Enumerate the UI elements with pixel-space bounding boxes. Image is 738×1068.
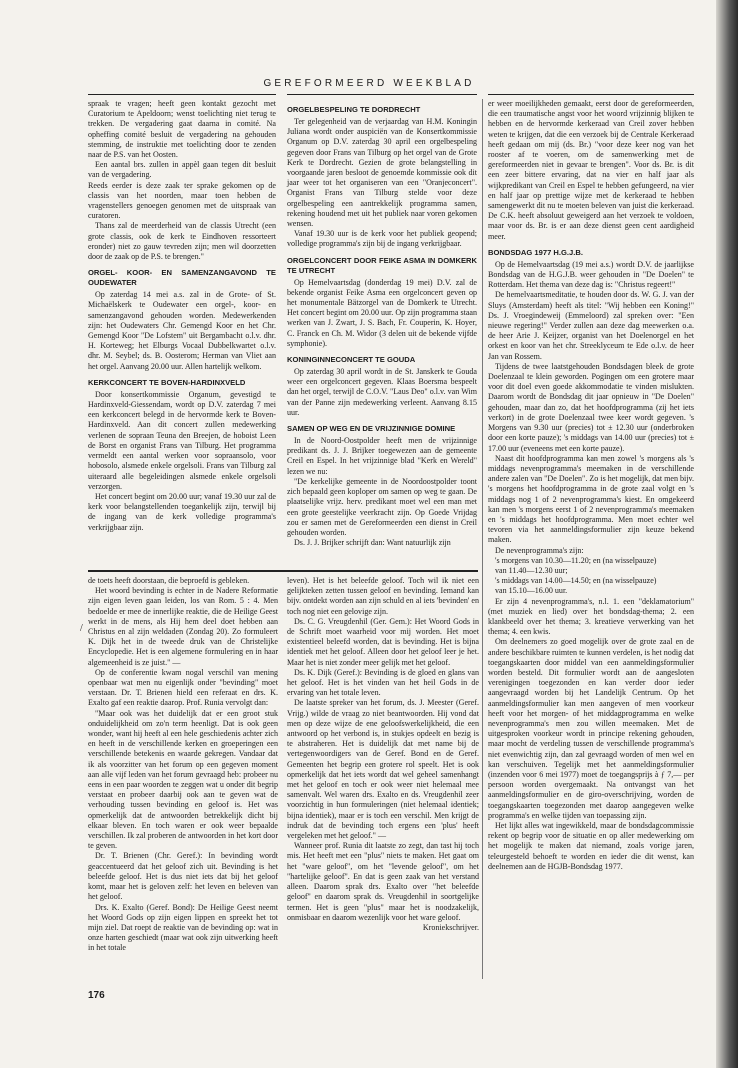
paragraph: Drs. K. Exalto (Geref. Bond): De Heilige Geest neemt het Woord Gods op zijn eigen lippen en spreekt het tot mijn ziel. Dat roept de reaktie van de bevinding op: wat in onze harten geschiedt (maar wat ook zijn uitwerking heeft in het totale	[88, 902, 278, 953]
header-rule-right	[488, 94, 694, 95]
column-1-bottom	[88, 576, 278, 954]
paragraph: spraak te vragen; heeft geen kontakt gezocht met Curatorium te Apeldoorn; wenst toelichting niet terug te trekken. De vergadering gaat daarna in comité. Na opheffing comité besluit de vergadering na gehouden stemming, de instruktie met toelichting door te zenden naar de P.S. van het Oosten.	[88, 99, 276, 160]
page-header: GEREFORMEERD WEEKBLAD	[263, 78, 475, 89]
schedule-line: van 11.40—12.30 uur;	[495, 565, 568, 575]
paragraph: Dr. T. Brienen (Chr. Geref.): In bevinding wordt geaccentueerd dat het geloof zich uit. Bevinding is het beleefde geloof. Het is dus niet iets dat bij het geloof komt, maar het is geloven zelf: het leven en beleven van het geloof.	[88, 851, 278, 902]
section-divider	[88, 570, 478, 572]
margin-mark: /	[80, 623, 83, 634]
paragraph: Op zaterdag 14 mei a.s. zal in de Grote- of St. Michaëlskerk te Oudewater een orgel-, koor- en samenzangavond gehouden worden. Medewerkenden zijn: het Oudewaters Chr. Gemengd Koor en het Chr. Gemengd Koor "De Lofstem" uit Bergambacht o.l.v. dhr. H. Korteweg; het Elburgs Vocaal Dubbelkwartet o.l.v. dhr. M. Seybel; ds. B. Oosterom; Herman van Vliet aan het orgel. Aanvang 20.00 uur. Allen hartelijk welkom.	[88, 290, 276, 371]
paragraph: Vanaf 19.30 uur is de kerk voor het publiek geopend; volledige programma's zijn bij de ingang verkrijgbaar.	[287, 229, 477, 249]
paragraph: Door konsertkommissie Organum, gevestigd te Hardinxveld-Giessendam, wordt op D.V. zaterdag 7 mei een kerkconcert belegd in de hervormde kerk te Boven-Hardinxveld. Aan dit concert zullen medewerking verlenen de sopraan Teuna den Breejen, de hoboist Leen de Borst en organist Frans van Tilburg. Het programma vermeldt een aantal werken voor sopraansolo, voor hobosolo, alsmede enkele orgelsoli. Frans van Tilburg zal uiteraard alle begeleidingen alsmede enkele orgelsoli verzorgen.	[88, 389, 276, 491]
paragraph: Ds. J. J. Brijker schrijft dan: Want natuurlijk zijn	[294, 538, 451, 548]
paragraph: De laatste spreker van het forum, ds. J. Meester (Geref. Vrijg.) wilde de vraag zo niet beantwoorden. Hij vond dat men op deze wijze de ene geloofswerkelijkheid, die een antwoord op het verbond is, in stukjes opdeelt en bezig is te abstraheren. Het is duidelijk dat met name bij de vertegenwoordigers van de Geref. Bond en de Geref. Gemeenten het begrip een grotere rol speelt. Het is ook opmerkelijk dat het iets wordt dat wel geheel samenhangt met het geloof en toch er ook weer niet helemaal mee samenvalt. Wel waren drs. Exalto en ds. Vreugdenhil zeer voorzichtig in hun formuleringen (niet helemaal identiek; bijna identiek), maar er is toch een verschil. Men krijgt de indruk dat de bevinding toch ergens een 'plus' heeft vergeleken met het geloof." —	[287, 698, 479, 841]
page-edge-shadow	[716, 0, 738, 1068]
paragraph: Het concert begint om 20.00 uur; vanaf 19.30 uur zal de kerk voor belangstellenden toegankelijk zijn, terwijl bij de ingang van de kerk volledige programma's verkrijgbaar zijn.	[88, 491, 276, 532]
paragraph: Ds. K. Dijk (Geref.): Bevinding is de gloed en glans van het geloof. Het is het vinden van het heil Gods in de ervaring van het totale leven.	[287, 667, 479, 698]
paragraph: "De kerkelijke gemeente in de Noordoostpolder toont zich bepaald geen koploper om samen op weg te gaan. De plaatselijke vrijz. herv. predikant moet wel een man met een grote geestelijke veerkracht zijn. Op Goede Vrijdag zou er samen met de Gereformeerden een dienst in Creil gehouden worden.	[287, 476, 477, 537]
article-heading: KERKCONCERT TE BOVEN-HARDINXVELD	[88, 377, 246, 387]
column-3	[488, 99, 694, 872]
paragraph: Ds. C. G. Vreugdenhil (Ger. Gem.): Het Woord Gods in de Schrift moet waarheid voor mij worden. Het moet existentieel beleefd worden, dat is bevinding. Het is bijna identiek met het geloof. Alleen door het geloof leer je het. Maar het is niet zonder meer gelijk met het geloof.	[287, 616, 479, 667]
paragraph: De hemelvaartsmeditatie, te houden door ds. W. G. J. van der Sluys (Amsterdam) heeft als titel: "Wij hebben een Koning!" Ds. J. Vroegindeweij (Emmeloord) zal spreken over: "Een nieuwe regering!" Verder zullen aan deze dag meewerken o.a. de heer Arie J. Keijzer, organist van het Doelenorgel en het orkest en koor van het chr. Streeklyceum te Ede o.l.v. de heer Jan van Rossem.	[488, 290, 694, 361]
paragraph: Het lijkt alles wat ingewikkeld, maar de bondsdagcommissie rekent op begrip voor de situatie en op aller medewerking om het mogelijk te maken dat niemand, zoals vorige jaren, teleurgesteld behoeft te worden en ieder die dit wenst, kan deelnemen aan de HGJB-Bondsdag 1977.	[488, 821, 694, 871]
paragraph: Op de Hemelvaartsdag (19 mei a.s.) wordt D.V. de jaarlijkse Bondsdag van de H.G.J.B. weer gehouden in "De Doelen" te Rotterdam. Het thema van deze dag is: "Christus regeert!"	[488, 259, 694, 290]
header-rule-mid	[287, 94, 477, 95]
column-separator	[482, 99, 483, 979]
column-2-top	[287, 99, 477, 548]
paragraph: "Maar ook was het duidelijk dat er een groot stuk onduidelijkheid om zo'n term heenligt. Dat is ook geen wonder, want hij heeft al een hele geschiedenis achter zich en heeft in de verschillende kerken en groeperingen een verschillende betekenis en waarde gekregen. Vandaar dat ik als voorzitter van het forum op een gegeven moment aan alle vijf leden van het forum gevraagd heb: probeer nu eens in een paar woorden te zeggen wat u onder dit begrip verstaat en probeer daarbij ook aan te geven wat de verhouding tussen bevinding en geloof is. Het was opmerkelijk dat de antwoorden betrekkelijk dicht bij elkaar bleven. En toch waren er ook weer bepaalde verschillen. Ik zal proberen de antwoorden in het kort door te geven.	[88, 708, 278, 851]
article-heading: KONINGINNECONCERT TE GOUDA	[287, 355, 416, 365]
column-2-bottom	[287, 576, 479, 933]
schedule-line: van 15.10—16.00 uur.	[495, 586, 568, 596]
paragraph: Reeds eerder is deze zaak ter sprake gekomen op de classis van het noorden, maar toen hebben de vragenstellers genoegen genomen met de uitspraak van curatoren.	[88, 180, 276, 221]
paragraph: Wanneer prof. Runia dit laatste zo zegt, dan tast hij toch mis. Het heeft met een "plus" niets te maken. Het gaat om het "ware geloof", om het "levende geloof", om het "hartelijke geloof". En dat is geen zaak van het verstand alleen. Daarom sprak drs. Exalto over "het beleefde geloof" en daarom sprak ds. Vreugdenhil in soortgelijke termen. Het is geen "plus" maar het is noodzakelijk, onmisbaar en daarom wezenlijk voor het ware geloof.	[287, 841, 479, 922]
paragraph: Een aantal brs. zullen in appèl gaan tegen dit besluit van de vergadering.	[88, 160, 276, 180]
signature: Kroniekschrijver.	[422, 922, 479, 932]
paragraph: Naast dit hoofdprogramma kan men zowel 's morgens als 's middags nevenprogramma's meemaken in de verschillende andere zalen van "De Doelen". Zo is het mogelijk, dat men bijv. 's morgens het hoofdprogramma in de grote zaal volgt en 's middags nog 1 of 2 nevenprogramma's kiest. En omgekeerd kan men 's morgens eerst 1 of 2 nevenprogramma's meemaken en 's middags het hoofdprogramma. Men moet echter wel tevoren via het aanmeldingsformulier zijn keuze bekend maken.	[488, 453, 694, 545]
column-1-top	[88, 99, 276, 533]
paragraph: Op de conferentie kwam nogal verschil van mening openbaar wat men nu eigenlijk onder "bevinding" moet verstaan. Dr. T. Brienen hield een referaat en drs. K. Exalto gaf een reaktie daarop. Prof. Runia vervolgt dan:	[88, 667, 278, 708]
paragraph: In de Noord-Oostpolder heeft men de vrijzinnige predikant ds. J. J. Brijker toegewezen aan de gemeente Creil en Espel. In het vrijzinnige blad "Kerk en Wereld" lezen we nu:	[287, 436, 477, 476]
article-heading: ORGEL- KOOR- EN SAMENZANGAVOND TE OUDEWATER	[88, 268, 276, 288]
paragraph: Om deelnemers zo goed mogelijk over de grote zaal en de andere beschikbare ruimten te kunnen verdelen, is het nodig dat toegangskaarten door middel van een aanmeldingsformulier worden besteld. Dit formulier wordt aan de aangesloten verenigingen toegezonden en kan verder door ieder aangevraagd worden bij het Landelijk Centrum. Op het aanmeldingsformulier kan men aangeven of men voorkeur heeft voor het morgen- of het middagprogramma en welke nevenprogramma's men zou willen meemaken. Met de uitgesproken voorkeur wordt in principe rekening gehouden, maar mocht de verdeling tussen de verschillende programma's niet evenwichtig zijn, dan zal gevraagd worden of men wel en kan verschuiven. Tegelijk met het aanmeldingsformulier (inzenden voor 6 mei 1977) moet de toegangsprijs à ƒ 7,— per persoon worden overgemaakt. Na ontvangst van het aanmeldingsformulier en de giro-overschrijving, worden de toegangskaarten toegezonden met daarop aangegeven welke programma's en welke tijden van toepassing zijn.	[488, 637, 694, 820]
header-rule-left	[88, 94, 276, 95]
article-heading: BONDSDAG 1977 H.G.J.B.	[488, 247, 583, 257]
paragraph: Het woord bevinding is echter in de Nadere Reformatie zijn eigen leven gaan leiden, los van Rom. 5 : 4. Men bedoelde er mee de innerlijke reaktie, die de Heilige Geest werkt in de mens, als Hij hem deel doet hebben aan Christus en al zijn weldaden (Zondag 20). Zo formuleert K. Dijk het in de tweede druk van de Christelijke Encyclopedie. Het is een algemene formulering en in haar algemeenheid is ze juist." —	[88, 586, 278, 667]
page-number: 176	[88, 990, 105, 1001]
schedule-line: 's morgens van 10.30—11.20; en (na wisselpauze)	[495, 555, 657, 565]
schedule-line: 's middags van 14.00—14.50; en (na wisselpauze)	[495, 576, 657, 586]
paragraph: er weer moeilijkheden gemaakt, eerst door de gereformeerden, die een traumatische angst voor het woord vrijzinnig blijken te hebben en de hervormde kerkeraad van Creil zover hebben weten te krijgen, dat die een verzoek bij de Centrale Kerkeraad heeft gedaan om mij (ds. Br.) "voor deze keer nog van het rooster af te voeren, om de samenwerking met de gereformeerden niet in gevaar te brengen". Voor ds. Br. is dit een zeer bittere ervaring, dat na vier en half jaar als wijkpredikant van Creil en Espel te hebben gefungeerd, na vier en half jaar op prettige wijze met de kerkeraad te hebben samengewerkt dit nu te moeten beleven van juist die kerkeraad. De C.K. heeft absoluut geweigerd aan het verzoek te voldoen, maar voor ds. Br. is er aan deze dienst geen cent aardigheid meer.	[488, 99, 694, 241]
paragraph: Thans zal de meerderheid van de classis Utrecht (een grote classis, ook de kerk te Eindhoven ressorteert eronder) niet zo gauw tevreden zijn; men wil doorzetten door de zaak op de P.S. te brengen."	[88, 221, 276, 262]
article-heading: ORGELBESPELING TE DORDRECHT	[287, 105, 421, 114]
paragraph: de toets heeft doorstaan, die beproefd is gebleken.	[88, 576, 250, 585]
paragraph: De nevenprogramma's zijn:	[495, 545, 584, 555]
article-heading: ORGELCONCERT DOOR FEIKE ASMA IN DOMKERK TE UTRECHT	[287, 255, 477, 275]
paragraph: Op zaterdag 30 april wordt in de St. Janskerk te Gouda weer een orgelconcert gegeven. Klaas Boersma bespeelt dan het orgel, terwijl de C.O.V. "Laus Deo" o.l.v. van Wim van der Panne zijn medewerking verleent. Aanvang 8.15 uur.	[287, 367, 477, 417]
article-heading: SAMEN OP WEG EN DE VRIJZINNIGE DOMINE	[287, 424, 456, 434]
paragraph: Ter gelegenheid van de verjaardag van H.M. Koningin Juliana wordt onder auspiciën van de Konsertkommissie Organum op D.V. zaterdag 30 april een orgelbespeling gegeven door Frans van Tilburg op het orgel van de Grote Kerk te Dordrecht. Gezien de grote belangstelling in voorgaande jaren besloot de genoemde kommissie ook dit jaar weer tot het organiseren van een "Oranjeconcert". Organist Frans van Tilburg stelde voor deze orgelbespeling een aantrekkelijk programma samen, rekening houdend met uit het publiek naar voren gekomen wensen.	[287, 117, 477, 229]
paragraph: Er zijn 4 nevenprogramma's, n.l. 1. een "deklamatorium" (met muziek en lied) over het bondsdag-thema; 2. een klankbeeld over het thema; 3. kreatieve verwerking van het thema; 4. een kwis.	[488, 596, 694, 637]
paragraph: Tijdens de twee laatstgehouden Bondsdagen bleek de grote Doelenzaal te klein geworden. Pogingen om een grotere maar voor dit doel even goede akkommodatie te vinden mislukten. Daarom wordt de Bondsdag dit jaar opnieuw in "De Doelen" gehouden, maar dan zo, dat het hoofdprogramma (zij het iets verkort) in de grote Doelenzaal twee keer wordt gegeven. 's Morgens van 9.30 uur (precies) tot ± 12.30 uur (onderbroken door een korte pauze); 's middags van 14.00 uur (precies) tot ± 17.00 uur (eveneens met een korte pauze).	[488, 361, 694, 453]
paragraph: Op Hemelvaartsdag (donderdag 19 mei) D.V. zal de bekende organist Feike Asma een orgelconcert geven op het monumentale Bätzorgel van de Domkerk te Utrecht. Het concert begint om 20.00 uur. Op zijn programma staan werken van J. Zwart, J. S. Bach, Fr. Couperin, K. Hoyer, C. Franck en Ch. M. Widor (3 delen uit de bekende vijfde symphonie).	[287, 277, 477, 348]
paragraph: leven). Het is het beleefde geloof. Toch wil ik niet een gelijkteken zetten tussen geloof en bevinding. Iemand kan bijv. ontdekt worden aan zijn schuld en al iets 'bevinden' en toch nog niet een gelovige zijn.	[287, 576, 479, 616]
